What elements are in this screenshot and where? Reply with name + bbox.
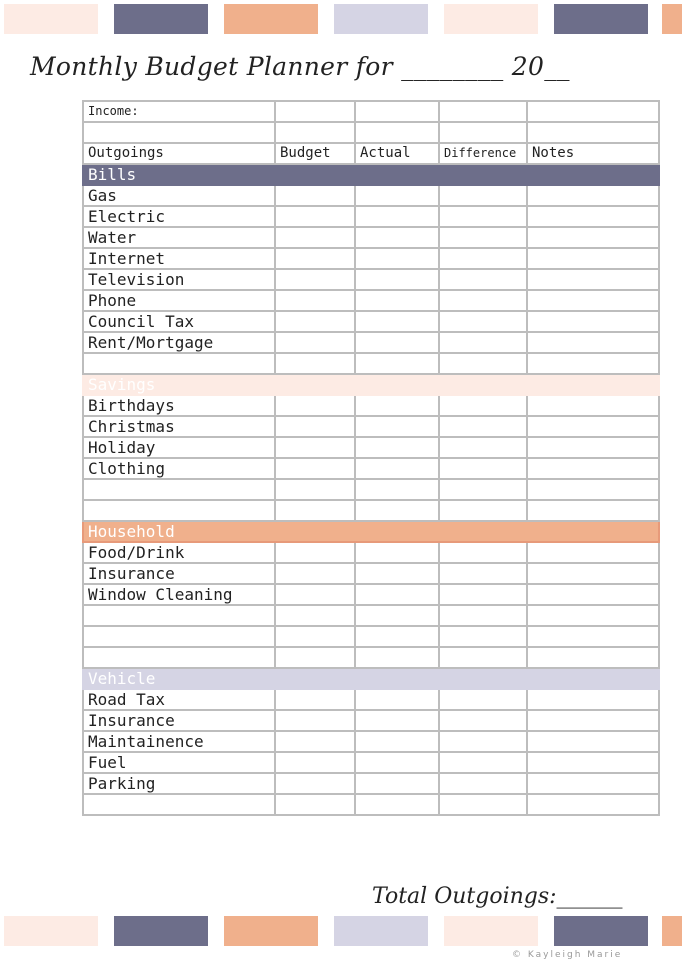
table-row bbox=[83, 731, 659, 752]
entry-cell[interactable] bbox=[439, 395, 527, 416]
entry-cell[interactable] bbox=[275, 458, 355, 479]
entry-cell[interactable] bbox=[439, 794, 527, 815]
entry-cell[interactable] bbox=[439, 542, 527, 563]
entry-cell[interactable] bbox=[439, 416, 527, 437]
entry-cell[interactable] bbox=[355, 311, 439, 332]
entry-cell[interactable] bbox=[439, 626, 527, 647]
entry-cell[interactable] bbox=[527, 605, 659, 626]
entry-cell[interactable] bbox=[275, 416, 355, 437]
income-cell[interactable] bbox=[439, 122, 527, 143]
entry-cell[interactable] bbox=[355, 605, 439, 626]
table-row bbox=[83, 542, 659, 563]
table-row bbox=[83, 752, 659, 773]
bottom-color-swatch-bar bbox=[0, 916, 686, 948]
entry-cell[interactable] bbox=[527, 332, 659, 353]
entry-cell[interactable] bbox=[527, 689, 659, 710]
item-label: Christmas bbox=[83, 416, 275, 437]
entry-cell[interactable] bbox=[527, 500, 659, 521]
entry-cell[interactable] bbox=[439, 248, 527, 269]
color-swatch bbox=[444, 4, 538, 34]
entry-cell[interactable] bbox=[355, 626, 439, 647]
section-title: Bills bbox=[83, 164, 659, 185]
entry-cell[interactable] bbox=[355, 269, 439, 290]
entry-cell[interactable] bbox=[355, 542, 439, 563]
page-title: Monthly Budget Planner for ________ 20__ bbox=[30, 52, 570, 81]
entry-cell[interactable] bbox=[275, 605, 355, 626]
entry-cell[interactable] bbox=[275, 584, 355, 605]
table-row bbox=[83, 416, 659, 437]
income-cell[interactable] bbox=[439, 101, 527, 122]
entry-cell[interactable] bbox=[439, 584, 527, 605]
entry-cell[interactable] bbox=[439, 290, 527, 311]
entry-cell[interactable] bbox=[275, 647, 355, 668]
income-cell[interactable] bbox=[83, 122, 275, 143]
table-row bbox=[83, 584, 659, 605]
entry-cell[interactable] bbox=[527, 227, 659, 248]
entry-cell[interactable] bbox=[275, 542, 355, 563]
entry-cell[interactable] bbox=[527, 290, 659, 311]
entry-cell[interactable] bbox=[275, 479, 355, 500]
entry-cell[interactable] bbox=[355, 353, 439, 374]
entry-cell[interactable] bbox=[527, 395, 659, 416]
entry-cell[interactable] bbox=[439, 437, 527, 458]
entry-cell[interactable] bbox=[355, 584, 439, 605]
entry-cell[interactable] bbox=[527, 731, 659, 752]
entry-cell[interactable] bbox=[275, 626, 355, 647]
entry-cell[interactable] bbox=[527, 437, 659, 458]
entry-cell[interactable] bbox=[275, 332, 355, 353]
entry-cell[interactable] bbox=[275, 689, 355, 710]
income-cell[interactable] bbox=[275, 101, 355, 122]
entry-cell[interactable] bbox=[439, 500, 527, 521]
table-row bbox=[83, 563, 659, 584]
item-label bbox=[83, 794, 275, 815]
item-label bbox=[83, 626, 275, 647]
income-cell[interactable] bbox=[527, 101, 659, 122]
entry-cell[interactable] bbox=[527, 710, 659, 731]
entry-cell[interactable] bbox=[439, 269, 527, 290]
table-row bbox=[83, 689, 659, 710]
color-swatch bbox=[444, 916, 538, 946]
item-label: Council Tax bbox=[83, 311, 275, 332]
entry-cell[interactable] bbox=[355, 206, 439, 227]
entry-cell[interactable] bbox=[527, 185, 659, 206]
entry-cell[interactable] bbox=[355, 647, 439, 668]
entry-cell[interactable] bbox=[355, 458, 439, 479]
item-label: Window Cleaning bbox=[83, 584, 275, 605]
item-label: Water bbox=[83, 227, 275, 248]
entry-cell[interactable] bbox=[439, 605, 527, 626]
item-label: Clothing bbox=[83, 458, 275, 479]
income-row bbox=[83, 101, 659, 122]
entry-cell[interactable] bbox=[439, 731, 527, 752]
entry-cell[interactable] bbox=[355, 416, 439, 437]
entry-cell[interactable] bbox=[527, 626, 659, 647]
table-row bbox=[83, 332, 659, 353]
section-title: Savings bbox=[83, 374, 659, 395]
item-label: Internet bbox=[83, 248, 275, 269]
entry-cell[interactable] bbox=[355, 710, 439, 731]
item-label: Road Tax bbox=[83, 689, 275, 710]
entry-cell[interactable] bbox=[439, 185, 527, 206]
entry-cell[interactable] bbox=[275, 227, 355, 248]
table-row bbox=[83, 773, 659, 794]
entry-cell[interactable] bbox=[355, 248, 439, 269]
section-header-bills bbox=[83, 164, 659, 185]
section-header-savings bbox=[83, 374, 659, 395]
item-label: Insurance bbox=[83, 563, 275, 584]
color-swatch bbox=[662, 4, 682, 34]
table-row bbox=[83, 500, 659, 521]
item-label bbox=[83, 500, 275, 521]
entry-cell[interactable] bbox=[527, 542, 659, 563]
table-row bbox=[83, 185, 659, 206]
item-label: Television bbox=[83, 269, 275, 290]
income-cell[interactable] bbox=[355, 122, 439, 143]
color-swatch bbox=[4, 4, 98, 34]
header-notes: Notes bbox=[527, 143, 659, 164]
entry-cell[interactable] bbox=[275, 269, 355, 290]
column-header-row bbox=[83, 143, 659, 164]
table-row bbox=[83, 626, 659, 647]
table-row bbox=[83, 647, 659, 668]
table-row bbox=[83, 311, 659, 332]
entry-cell[interactable] bbox=[275, 353, 355, 374]
entry-cell[interactable] bbox=[527, 773, 659, 794]
entry-cell[interactable] bbox=[439, 332, 527, 353]
color-swatch bbox=[334, 916, 428, 946]
section-header-household bbox=[83, 521, 659, 542]
color-swatch bbox=[224, 4, 318, 34]
color-swatch bbox=[662, 916, 682, 946]
color-swatch bbox=[114, 916, 208, 946]
entry-cell[interactable] bbox=[355, 227, 439, 248]
entry-cell[interactable] bbox=[527, 353, 659, 374]
income-cell[interactable] bbox=[355, 101, 439, 122]
entry-cell[interactable] bbox=[355, 689, 439, 710]
table-row bbox=[83, 353, 659, 374]
entry-cell[interactable] bbox=[527, 563, 659, 584]
entry-cell[interactable] bbox=[275, 437, 355, 458]
entry-cell[interactable] bbox=[439, 227, 527, 248]
entry-cell[interactable] bbox=[275, 206, 355, 227]
color-swatch bbox=[224, 916, 318, 946]
item-label: Birthdays bbox=[83, 395, 275, 416]
entry-cell[interactable] bbox=[275, 185, 355, 206]
entry-cell[interactable] bbox=[527, 269, 659, 290]
entry-cell[interactable] bbox=[439, 773, 527, 794]
entry-cell[interactable] bbox=[439, 563, 527, 584]
item-label: Parking bbox=[83, 773, 275, 794]
entry-cell[interactable] bbox=[355, 479, 439, 500]
entry-cell[interactable] bbox=[355, 185, 439, 206]
entry-cell[interactable] bbox=[275, 395, 355, 416]
table-row bbox=[83, 269, 659, 290]
entry-cell[interactable] bbox=[439, 353, 527, 374]
income-cell[interactable] bbox=[275, 122, 355, 143]
item-label: Electric bbox=[83, 206, 275, 227]
section-title: Household bbox=[83, 521, 659, 542]
table-row bbox=[83, 248, 659, 269]
color-swatch bbox=[554, 916, 648, 946]
entry-cell[interactable] bbox=[355, 773, 439, 794]
item-label: Maintainence bbox=[83, 731, 275, 752]
color-swatch bbox=[554, 4, 648, 34]
entry-cell[interactable] bbox=[527, 416, 659, 437]
table-row bbox=[83, 794, 659, 815]
entry-cell[interactable] bbox=[527, 752, 659, 773]
entry-cell[interactable] bbox=[527, 479, 659, 500]
entry-cell[interactable] bbox=[439, 479, 527, 500]
header-budget: Budget bbox=[275, 143, 355, 164]
entry-cell[interactable] bbox=[439, 458, 527, 479]
color-swatch bbox=[4, 916, 98, 946]
table-row bbox=[83, 605, 659, 626]
header-outgoings: Outgoings bbox=[83, 143, 275, 164]
entry-cell[interactable] bbox=[275, 290, 355, 311]
entry-cell[interactable] bbox=[275, 563, 355, 584]
entry-cell[interactable] bbox=[275, 710, 355, 731]
item-label bbox=[83, 605, 275, 626]
table-row bbox=[83, 290, 659, 311]
entry-cell[interactable] bbox=[355, 332, 439, 353]
table-row bbox=[83, 458, 659, 479]
entry-cell[interactable] bbox=[527, 647, 659, 668]
item-label bbox=[83, 647, 275, 668]
income-label: Income: bbox=[83, 101, 275, 122]
entry-cell[interactable] bbox=[527, 311, 659, 332]
total-outgoings-label: Total Outgoings:______ bbox=[372, 884, 623, 909]
item-label: Phone bbox=[83, 290, 275, 311]
entry-cell[interactable] bbox=[439, 206, 527, 227]
entry-cell[interactable] bbox=[439, 752, 527, 773]
header-actual: Actual bbox=[355, 143, 439, 164]
item-label: Food/Drink bbox=[83, 542, 275, 563]
entry-cell[interactable] bbox=[355, 563, 439, 584]
item-label bbox=[83, 353, 275, 374]
color-swatch bbox=[334, 4, 428, 34]
entry-cell[interactable] bbox=[275, 248, 355, 269]
entry-cell[interactable] bbox=[275, 773, 355, 794]
table-row bbox=[83, 437, 659, 458]
entry-cell[interactable] bbox=[527, 248, 659, 269]
section-title: Vehicle bbox=[83, 668, 659, 689]
table-row bbox=[83, 227, 659, 248]
entry-cell[interactable] bbox=[275, 500, 355, 521]
top-color-swatch-bar bbox=[0, 4, 686, 36]
entry-cell[interactable] bbox=[355, 731, 439, 752]
table-row bbox=[83, 479, 659, 500]
entry-cell[interactable] bbox=[527, 206, 659, 227]
entry-cell[interactable] bbox=[275, 731, 355, 752]
income-cell[interactable] bbox=[527, 122, 659, 143]
entry-cell[interactable] bbox=[527, 584, 659, 605]
entry-cell[interactable] bbox=[275, 311, 355, 332]
copyright-credit: © Kayleigh Marie bbox=[512, 950, 623, 960]
entry-cell[interactable] bbox=[355, 752, 439, 773]
header-difference: Difference bbox=[439, 143, 527, 164]
table-row bbox=[83, 206, 659, 227]
budget-table bbox=[82, 100, 660, 816]
entry-cell[interactable] bbox=[355, 437, 439, 458]
entry-cell[interactable] bbox=[275, 752, 355, 773]
entry-cell[interactable] bbox=[355, 395, 439, 416]
entry-cell[interactable] bbox=[439, 689, 527, 710]
entry-cell[interactable] bbox=[439, 710, 527, 731]
item-label: Fuel bbox=[83, 752, 275, 773]
entry-cell[interactable] bbox=[355, 290, 439, 311]
entry-cell[interactable] bbox=[527, 794, 659, 815]
income-blank-row bbox=[83, 122, 659, 143]
entry-cell[interactable] bbox=[439, 647, 527, 668]
item-label: Holiday bbox=[83, 437, 275, 458]
item-label: Gas bbox=[83, 185, 275, 206]
section-header-vehicle bbox=[83, 668, 659, 689]
item-label: Rent/Mortgage bbox=[83, 332, 275, 353]
entry-cell[interactable] bbox=[355, 500, 439, 521]
table-row bbox=[83, 710, 659, 731]
entry-cell[interactable] bbox=[527, 458, 659, 479]
table-row bbox=[83, 395, 659, 416]
entry-cell[interactable] bbox=[275, 794, 355, 815]
entry-cell[interactable] bbox=[355, 794, 439, 815]
color-swatch bbox=[114, 4, 208, 34]
item-label: Insurance bbox=[83, 710, 275, 731]
entry-cell[interactable] bbox=[439, 311, 527, 332]
item-label bbox=[83, 479, 275, 500]
